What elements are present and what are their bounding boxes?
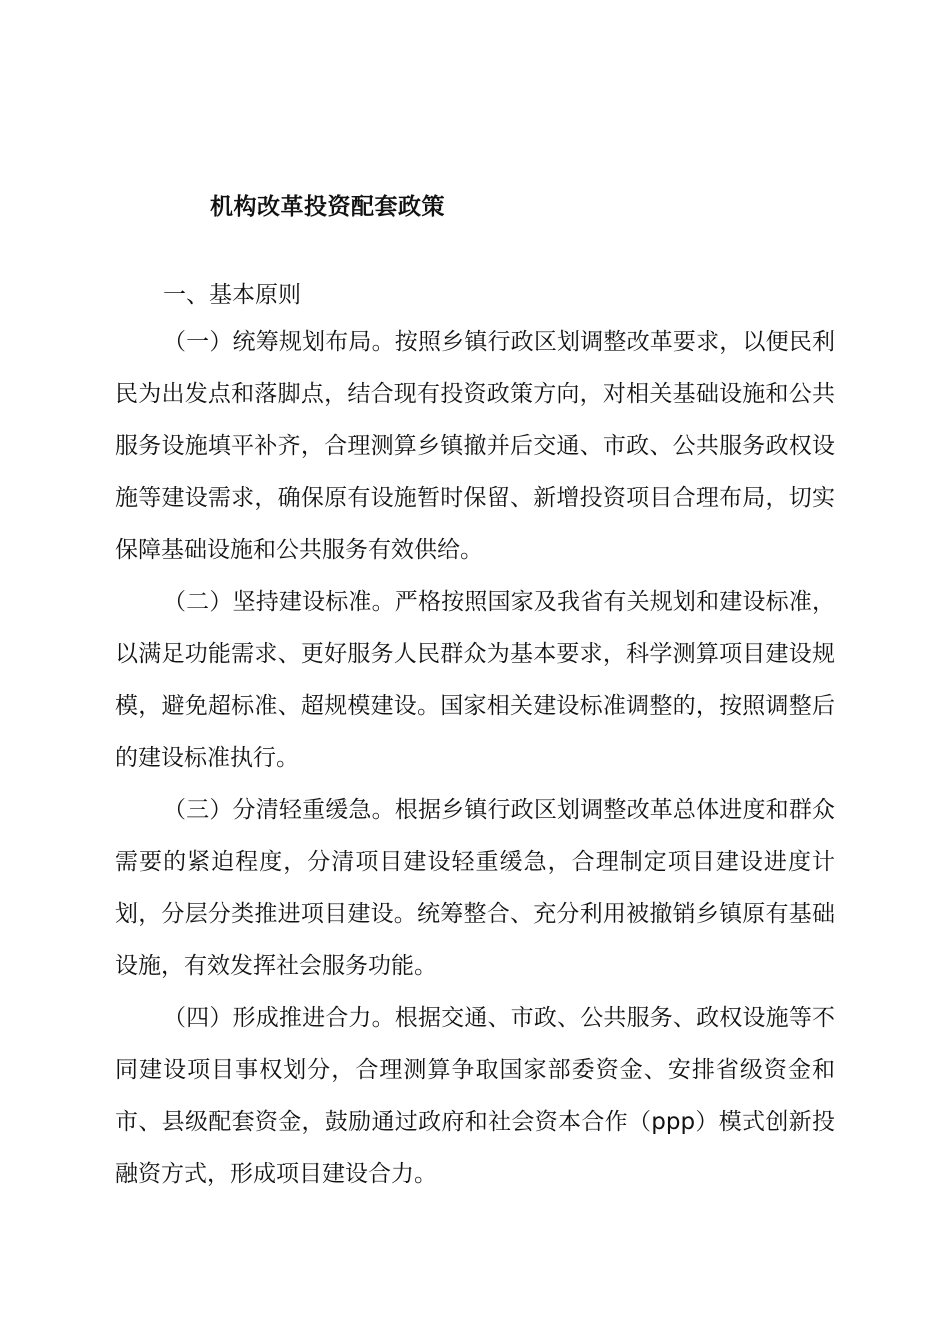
document-title: 机构改革投资配套政策 (210, 194, 445, 220)
section-heading: 一、基本原则 (163, 282, 301, 308)
paragraph-4: （四）形成推进合力。根据交通、市政、公共服务、政权设施等不同建设项目事权划分，合理测算争取国家部委资金、安排省级资金和市、县级配套资金，鼓励通过政府和社会资本合作（ppp）模式创新投融资方式，形成项目建设合力。 (115, 1005, 835, 1187)
paragraph-2: （二）坚持建设标准。严格按照国家及我省有关规划和建设标准，以满足功能需求、更好服务人民群众为基本要求，科学测算项目建设规模，避免超标准、超规模建设。国家相关建设标准调整的，按照调整后的建设标准执行。 (115, 589, 835, 771)
paragraph-1: （一）统筹规划布局。按照乡镇行政区划调整改革要求，以便民利民为出发点和落脚点，结合现有投资政策方向，对相关基础设施和公共服务设施填平补齐，合理测算乡镇撤并后交通、市政、公共服务政权设施等建设需求，确保原有设施暂时保留、新增投资项目合理布局，切实保障基础设施和公共服务有效供给。 (115, 329, 835, 563)
paragraph-3: （三）分清轻重缓急。根据乡镇行政区划调整改革总体进度和群众需要的紧迫程度，分清项目建设轻重缓急，合理制定项目建设进度计划，分层分类推进项目建设。统筹整合、充分利用被撤销乡镇原有基础设施，有效发挥社会服务功能。 (115, 797, 835, 979)
